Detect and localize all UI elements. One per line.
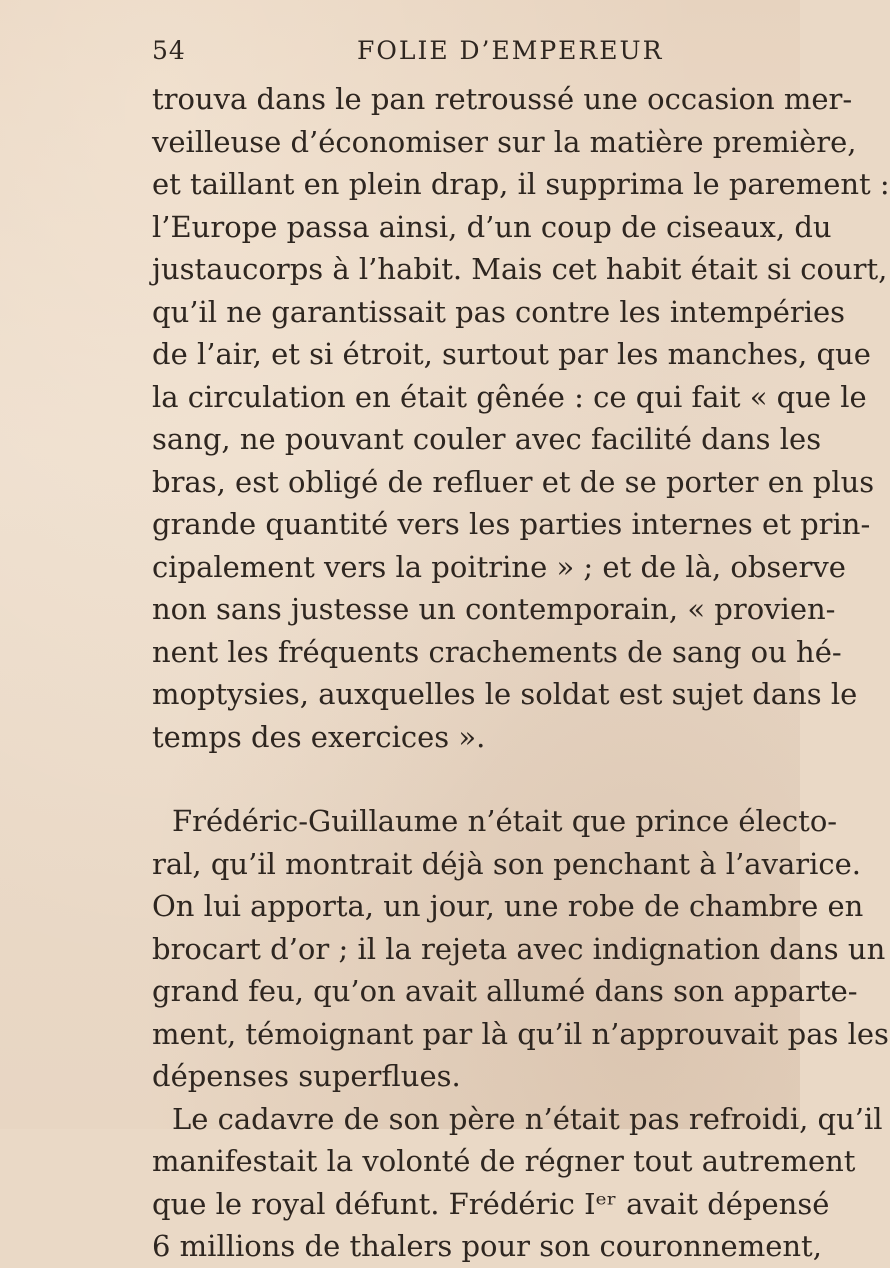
text-line: dépenses superflues. <box>152 1059 461 1093</box>
body-text <box>152 78 890 1268</box>
text-line: manifestait la volonté de régner tout autrement <box>152 1144 856 1178</box>
text-line: veilleuse d’économiser sur la matière première, <box>152 124 857 159</box>
text-line: grand feu, qu’on avait allumé dans son apparte- <box>152 974 858 1008</box>
text-line: brocart d’or ; il la rejeta avec indignation dans un <box>152 931 886 966</box>
text-line: ral, qu’il montrait déjà son penchant à l’avarice. <box>152 846 862 881</box>
text-line: bras, est obligé de refluer et de se porter en plus <box>152 464 875 499</box>
text-line: l’Europe passa ainsi, d’un coup de ciseaux, du <box>152 209 832 244</box>
text-line: cipalement vers la poitrine » ; et de là, observe <box>152 549 846 584</box>
text-line: On lui apporta, un jour, une robe de chambre en <box>152 889 864 923</box>
text-line: sang, ne pouvant couler avec facilité dans les <box>152 422 822 456</box>
paragraph-2 <box>152 800 889 1098</box>
text-line: non sans justesse un contemporain, « provien- <box>152 592 836 626</box>
running-title: FOLIE D’EMPEREUR <box>357 36 664 65</box>
text-line: justaucorps à l’habit. Mais cet habit était si court, <box>152 252 888 286</box>
text-line: et taillant en plein drap, il supprima le parement : <box>152 167 890 201</box>
text-line: grande quantité vers les parties internes et prin- <box>152 507 871 541</box>
paragraph-1 <box>152 78 890 758</box>
text-line: la circulation en était gênée : ce qui fait « que le <box>152 379 867 414</box>
page-number: 54 <box>152 36 186 65</box>
text-line: Le cadavre de son père n’était pas refroidi, qu’il <box>172 1101 883 1136</box>
text-line: nent les fréquents crachements de sang ou hé- <box>152 634 842 669</box>
text-line: Frédéric-Guillaume n’était que prince électo- <box>172 804 838 838</box>
text-line: que le royal défunt. Frédéric Iᵉʳ avait dépensé <box>152 1186 830 1221</box>
text-line: 6 millions de thalers pour son couronnement, <box>152 1229 822 1263</box>
text-line: qu’il ne garantissait pas contre les intempéries <box>152 294 846 329</box>
text-line: temps des exercices ». <box>152 719 486 754</box>
text-line: ment, témoignant par là qu’il n’approuvait pas les <box>152 1016 889 1051</box>
text-line: trouva dans le pan retroussé une occasion mer- <box>152 82 853 116</box>
text-line: moptysies, auxquelles le soldat est sujet dans le <box>152 677 858 711</box>
paragraph-gap <box>152 758 764 800</box>
paragraph-3 <box>152 1098 883 1268</box>
page-header <box>152 30 762 70</box>
text-line: de l’air, et si étroit, surtout par les manches, que <box>152 337 871 371</box>
